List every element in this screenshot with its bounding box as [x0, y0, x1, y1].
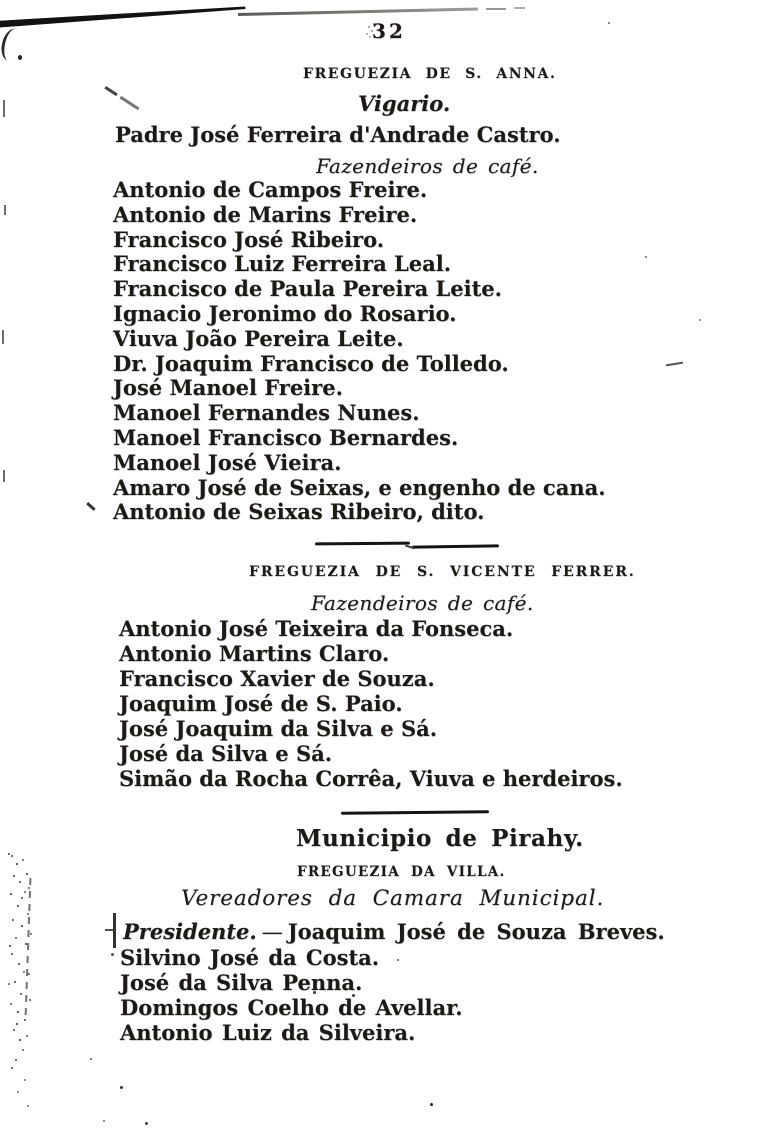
scan-edge-line-faint: [238, 8, 478, 16]
list-item: José Manoel Freire.: [113, 375, 343, 401]
list-item: Simão da Rocha Corrêa, Viuva e herdeiros.: [119, 766, 623, 791]
list-item: Ignacio Jeronimo do Rosario.: [113, 300, 457, 326]
scan-speck: [90, 1058, 92, 1060]
scan-edge-dash: [3, 470, 5, 482]
president-line: [123, 919, 665, 944]
list-item: Joaquim José de S. Paio.: [119, 691, 403, 716]
scan-speck: [699, 319, 701, 321]
scan-speck: [18, 55, 22, 60]
list-item: Antonio de Marins Freire.: [113, 201, 418, 227]
scan-edge-dash: [486, 8, 506, 10]
list-item: Viuva João Pereira Leite.: [113, 325, 404, 351]
list-item: Francisco de Paula Pereira Leite.: [113, 276, 502, 302]
president-label: Presidente.: [123, 919, 257, 944]
scan-speck: [608, 22, 610, 24]
list-item: José Joaquim da Silva e Sá.: [119, 716, 438, 741]
scan-edge-dash: [514, 7, 525, 9]
scan-edge-dash: [4, 205, 6, 215]
fazendeiros-list-anna: [113, 178, 606, 525]
vigario-name: Padre José Ferreira d'Andrade Castro.: [115, 122, 561, 147]
scan-edge-dash: [3, 100, 5, 117]
list-item: José da Silva Penna.: [120, 970, 363, 996]
scan-scratch: [105, 86, 140, 110]
scan-speck: [145, 1122, 148, 1125]
fazendeiros-list-vicente: [119, 616, 623, 791]
scan-edge-dash: [2, 330, 4, 344]
list-item: Antonio de Campos Freire.: [113, 177, 428, 202]
em-dash: —: [261, 920, 283, 944]
list-item: Silvino José da Costa.: [120, 945, 380, 970]
list-item: José da Silva e Sá.: [119, 741, 333, 766]
scan-speck: [645, 256, 647, 258]
vigario-heading: Vigario.: [358, 91, 451, 116]
list-item: Amaro José de Seixas, e engenho de cana.: [113, 474, 606, 500]
page-number: 32: [372, 19, 406, 43]
list-item: Dr. Joaquim Francisco de Tolledo.: [113, 350, 509, 376]
list-item: Manoel José Vieira.: [113, 449, 342, 475]
section-title-villa: FREGUEZIA DA VILLA.: [297, 864, 506, 880]
fazendeiros-heading-vicente: Fazendeiros de café.: [311, 591, 534, 615]
list-item: Francisco José Ribeiro.: [113, 226, 385, 252]
scan-speckle-band: [8, 853, 10, 855]
list-item: Antonio de Seixas Ribeiro, dito.: [113, 499, 485, 525]
scan-edge-line: [0, 4, 246, 28]
list-item: Antonio Luiz da Silveira.: [120, 1020, 416, 1046]
scan-speck: [111, 953, 114, 956]
scan-smudge: [368, 26, 370, 28]
list-item: Francisco Luiz Ferreira Leal.: [113, 251, 452, 277]
list-item: Domingos Coelho de Avellar.: [120, 995, 463, 1021]
list-item: Antonio Martins Claro.: [119, 641, 390, 666]
list-item: Manoel Francisco Bernardes.: [113, 424, 459, 450]
list-item: Antonio José Teixeira da Fonseca.: [119, 616, 514, 641]
scan-tick: [86, 502, 95, 511]
municipality-title: Municipio de Pirahy.: [296, 825, 584, 852]
section-title-s-vicente: FREGUEZIA DE S. VICENTE FERRER.: [249, 564, 636, 580]
section-divider: [315, 542, 410, 546]
vereadores-heading: Vereadores da Camara Municipal.: [181, 886, 605, 911]
scan-margin-tick: [105, 929, 113, 931]
scan-speckle-streak: [25, 878, 32, 1018]
scan-margin-tick: [113, 913, 116, 948]
vereadores-list: [120, 945, 463, 1045]
fazendeiros-heading-anna: Fazendeiros de café.: [316, 154, 539, 178]
scan-dash: [666, 362, 683, 367]
section-divider: [341, 810, 489, 815]
section-divider: [412, 544, 499, 548]
list-item: Manoel Fernandes Nunes.: [113, 400, 420, 426]
scan-speck: [430, 1103, 433, 1106]
section-title-s-anna: FREGUEZIA DE S. ANNA.: [303, 66, 557, 82]
list-item: Francisco Xavier de Souza.: [119, 666, 435, 691]
president-name: Joaquim José de Souza Breves.: [287, 919, 665, 944]
scan-speck: [120, 1086, 123, 1089]
scan-speck: [103, 1120, 105, 1122]
